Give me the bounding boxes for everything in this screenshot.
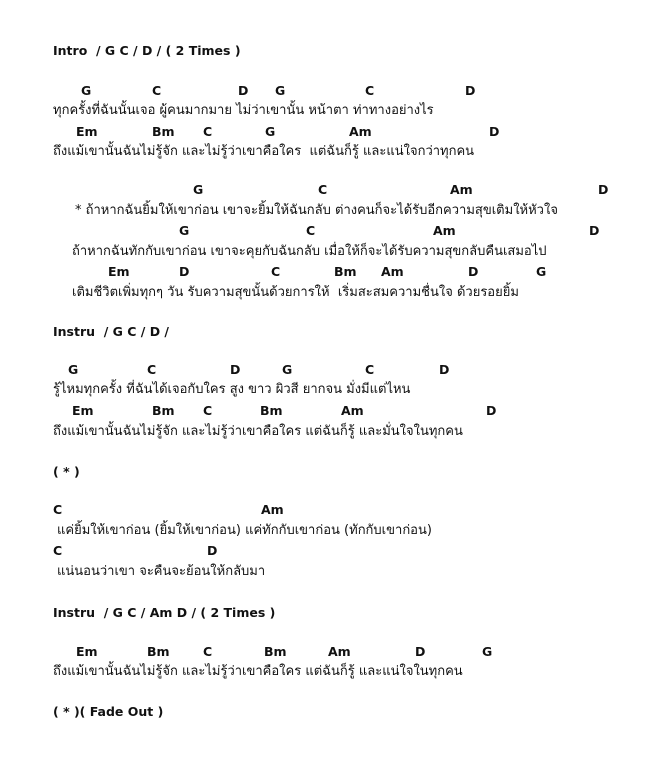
chord: C <box>318 182 328 197</box>
chord: Am <box>261 502 284 517</box>
repeat-chorus-marker: ( * ) <box>53 464 80 479</box>
chord: D <box>230 362 241 377</box>
chord: G <box>282 362 293 377</box>
chord: D <box>179 264 190 279</box>
chord: C <box>271 264 281 279</box>
lyric-line: ถึงแม้เขานั้นฉันไม่รู้จัก และไม่รู้ว่าเขาคือใคร แต่ฉันก็รู้ และแน่ใจกว่าทุกคน <box>53 144 475 159</box>
chord: Am <box>328 644 351 659</box>
chord: Bm <box>334 264 357 279</box>
chord: D <box>415 644 426 659</box>
chord: G <box>536 264 547 279</box>
chord: D <box>489 124 500 139</box>
chord: C <box>306 223 316 238</box>
chord: G <box>81 83 92 98</box>
lyric-line: * ถ้าหากฉันยิ้มให้เขาก่อน เขาจะยิ้มให้ฉันกลับ ต่างคนก็จะได้รับอีกความสุขเติมให้หัวใจ <box>75 203 558 218</box>
chord: G <box>193 182 204 197</box>
lyric-line: ถึงแม้เขานั้นฉันไม่รู้จัก และไม่รู้ว่าเขาคือใคร แต่ฉันก็รู้ และแน่ใจในทุกคน <box>53 664 463 679</box>
lyric-line: ถ้าหากฉันทักกับเขาก่อน เขาจะคุยกับฉันกลับ เมื่อให้ก็จะได้รับความสุขกลับคืนเสมอไป <box>72 244 547 259</box>
chord: Bm <box>147 644 170 659</box>
chord: D <box>439 362 450 377</box>
lyric-line: แค่ยิ้มให้เขาก่อน (ยิ้มให้เขาก่อน) แค่ทักกับเขาก่อน (ทักกับเขาก่อน) <box>57 523 432 538</box>
chord: G <box>68 362 79 377</box>
chord: D <box>598 182 609 197</box>
chord: Am <box>349 124 372 139</box>
instrumental-heading-2: Instru / G C / Am D / ( 2 Times ) <box>53 605 276 620</box>
chord: D <box>468 264 479 279</box>
chord: G <box>275 83 286 98</box>
chord: Bm <box>152 124 175 139</box>
chord: G <box>265 124 276 139</box>
lyric-line: รู้ไหมทุกครั้ง ที่ฉันได้เจอกับใคร สูง ขาว ผิวสี ยากจน มั่งมีแต่ไหน <box>53 382 411 397</box>
chord: Am <box>450 182 473 197</box>
chord: D <box>207 543 218 558</box>
chord: D <box>465 83 476 98</box>
intro-heading: Intro / G C / D / ( 2 Times ) <box>53 43 241 58</box>
chord: Em <box>76 644 98 659</box>
lyric-line: แน่นอนว่าเขา จะคืนจะย้อนให้กลับมา <box>57 564 266 579</box>
chord: C <box>203 403 213 418</box>
chord: C <box>53 543 63 558</box>
lyric-line: ถึงแม้เขานั้นฉันไม่รู้จัก และไม่รู้ว่าเขาคือใคร แต่ฉันก็รู้ และมั่นใจในทุกคน <box>53 424 463 439</box>
chord: C <box>365 83 375 98</box>
chord: D <box>238 83 249 98</box>
chord: Em <box>76 124 98 139</box>
chord: Bm <box>152 403 175 418</box>
chord: Am <box>381 264 404 279</box>
chord: Am <box>341 403 364 418</box>
chord: C <box>365 362 375 377</box>
chord: Bm <box>260 403 283 418</box>
chord: Am <box>433 223 456 238</box>
chord: C <box>203 124 213 139</box>
instrumental-heading: Instru / G C / D / <box>53 324 169 339</box>
chord: Em <box>108 264 130 279</box>
lyric-line: เติมชีวิตเพิ่มทุกๆ วัน รับความสุขนั้นด้วยการให้ เริ่มสะสมความชื่นใจ ด้วยรอยยิ้ม <box>72 285 519 300</box>
chord: C <box>147 362 157 377</box>
chord: C <box>53 502 63 517</box>
chord: D <box>589 223 600 238</box>
chord: C <box>203 644 213 659</box>
chord: Bm <box>264 644 287 659</box>
outro-heading: ( * )( Fade Out ) <box>53 704 164 719</box>
chord: C <box>152 83 162 98</box>
chord: Em <box>72 403 94 418</box>
chord: G <box>179 223 190 238</box>
lyric-line: ทุกครั้งที่ฉันนั้นเจอ ผู้คนมากมาย ไม่ว่าเขานั้น หน้าตา ท่าทางอย่างไร <box>53 103 434 118</box>
chord: G <box>482 644 493 659</box>
chord: D <box>486 403 497 418</box>
